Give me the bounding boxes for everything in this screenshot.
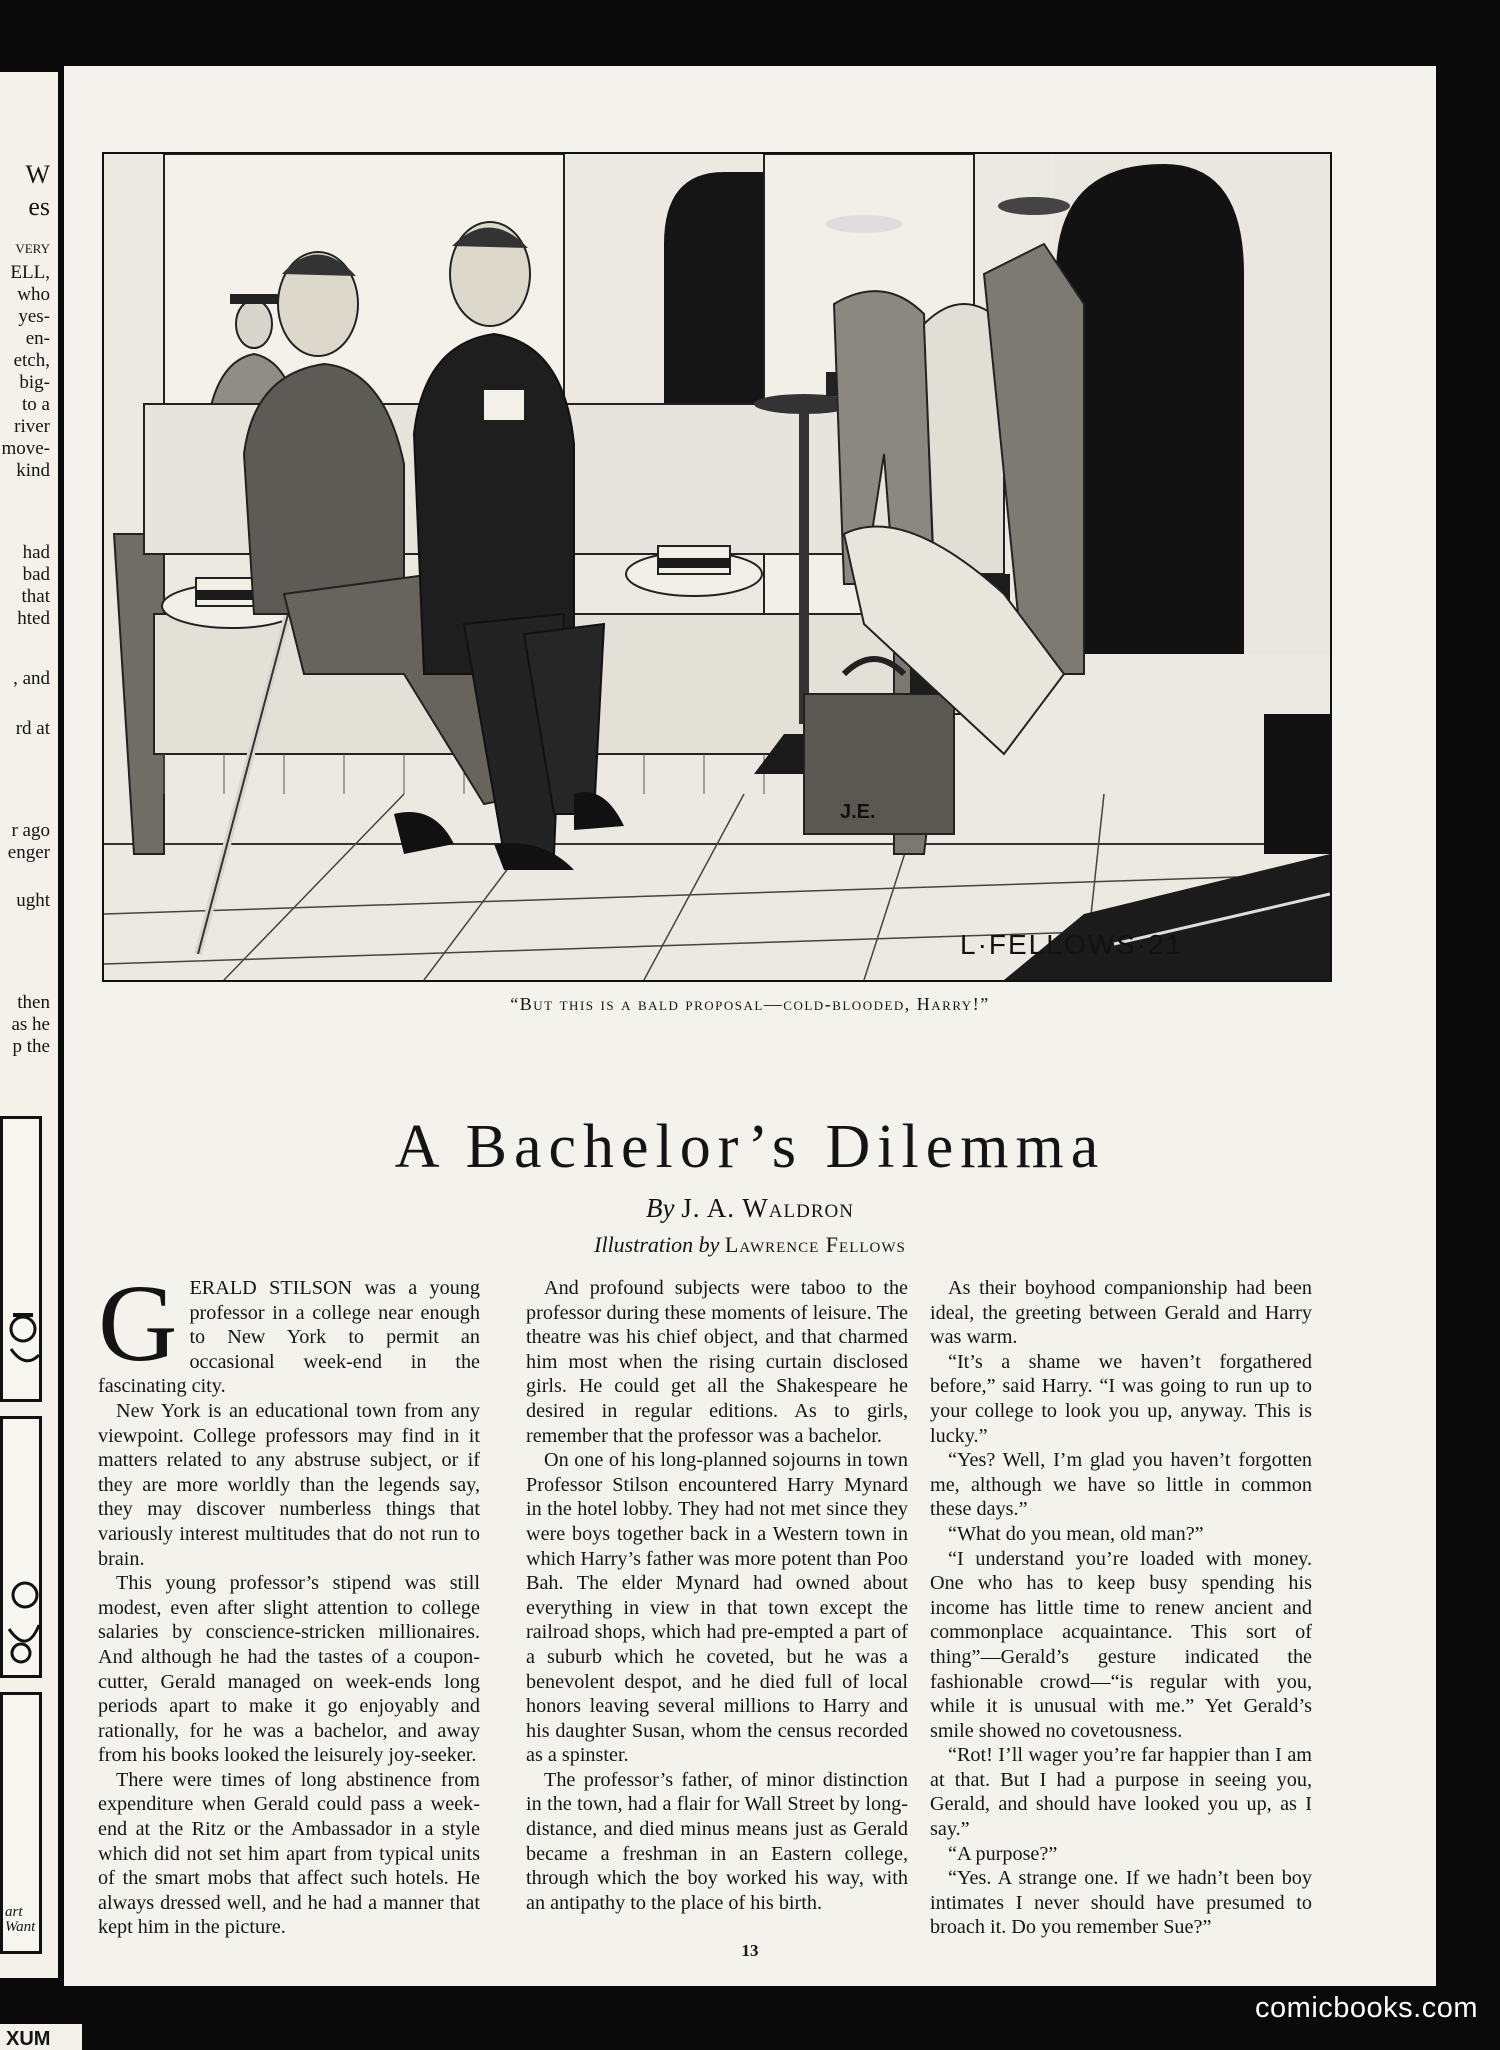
paragraph: “I understand you’re loaded with money. One who has to keep busy spending his income has little time to renew ancient and commonplace acquaintance. This sort of thing”—Gerald’s gesture indicated the fashionable crowd—“is regular with you, while it is unusual with me.” Yet Gerald’s smile showed no covetousness. xyxy=(930,1547,1312,1742)
previous-page-edge xyxy=(0,72,58,1978)
prev-page-fragment: big- xyxy=(19,372,50,393)
site-watermark: comicbooks.com xyxy=(1255,1992,1478,2024)
prev-page-cartoon-panel xyxy=(0,1416,42,1678)
prev-page-fragment: yes- xyxy=(18,306,50,327)
paragraph: New York is an educational town from any viewpoint. College professors may find in it matters related to any abstruse subject, or if they are more worldly than the legends say, they may discover numberless things that variously interest multitudes that do not run to brain. xyxy=(98,1399,480,1570)
prev-page-fragment: ught xyxy=(16,890,50,911)
paragraph: And profound subjects were taboo to the professor during these moments of leisure. The theatre was his chief object, and that charmed him most when the rising curtain disclosed girls. He could get all the Shakespeare he desired in regular editions. As to girls, remember that the professor was a bachelor. xyxy=(526,1277,908,1447)
illustration-caption: “But this is a bald proposal—cold-blooded, Harry!” xyxy=(510,994,990,1014)
prev-page-fragment: to a xyxy=(22,394,50,415)
drop-cap: G xyxy=(98,1262,178,1384)
prev-page-fragment: move- xyxy=(1,438,50,459)
lobby-scene-drawing xyxy=(104,154,1330,980)
paragraph: “Rot! I’ll wager you’re far happier than I am at that. But I had a purpose in seeing you, Gerald, and should have looked you up, as I say.” xyxy=(930,1744,1312,1841)
paragraph: “Yes. A strange one. If we hadn’t been boy intimates I never should have presumed to broach it. Do you remember Sue?” xyxy=(930,1867,1312,1939)
paragraph: “A purpose?” xyxy=(948,1842,1058,1865)
prev-page-fragment: that xyxy=(21,586,50,607)
page-number: 13 xyxy=(741,1941,759,1960)
prev-page-fragment: had xyxy=(22,542,50,563)
story-illustration xyxy=(102,152,1332,982)
prev-page-fragment: bad xyxy=(22,564,50,585)
article-title: A Bachelor’s Dilemma xyxy=(394,1113,1106,1181)
text-column-1 xyxy=(98,1262,480,1940)
illustrator-name: Lawrence Fellows xyxy=(724,1232,906,1257)
byline xyxy=(64,1192,1436,1224)
artist-signature: L·FELLOWS·21 xyxy=(960,929,1184,960)
prev-page-fragment: p the xyxy=(12,1036,50,1057)
prev-page-fragment: hted xyxy=(17,608,50,629)
prev-page-cartoon-panel xyxy=(0,1116,42,1402)
corner-tag: XUM xyxy=(0,2024,82,2050)
prev-page-fragment: en- xyxy=(25,328,50,349)
text-column-2 xyxy=(526,1276,908,1915)
prev-page-fragment: then xyxy=(17,992,50,1013)
paragraph: There were times of long abstinence from expenditure when Gerald could pass a week-end at the Ritz or the Ambassador in a style which did not set him apart from typical units of the smart mobs that affect such hotels. He always dressed well, and he had a manner that kept him in the picture. xyxy=(98,1768,480,1939)
prev-page-fragment: who xyxy=(17,284,50,305)
prev-page-fragment: ELL, xyxy=(10,262,50,283)
prev-page-fragment: as he xyxy=(11,1014,50,1035)
author-name: J. A. Waldron xyxy=(681,1193,854,1223)
prev-page-fragment: es xyxy=(28,192,50,221)
paragraph: “Yes? Well, I’m glad you haven’t forgotten me, although we have so little in common these days.” xyxy=(930,1449,1312,1521)
paragraph: The professor’s father, of minor distinction in the town, had a flair for Wall Street by long-distance, and died minus means just as Gerald became a freshman in an Eastern college, through which the boy worked his way, with an antipathy to the place of his birth. xyxy=(526,1768,908,1914)
luggage-initials: J.E. xyxy=(840,801,876,823)
prev-page-fragment: rd at xyxy=(15,718,50,739)
prev-page-cartoon-panel xyxy=(0,1692,42,1954)
text-column-3 xyxy=(930,1276,1312,1940)
illustration-credit xyxy=(64,1230,1436,1260)
paragraph: As their boyhood companionship had been ideal, the greeting between Gerald and Harry was warm. xyxy=(930,1277,1312,1349)
paragraph: “What do you mean, old man?” xyxy=(948,1522,1204,1545)
paragraph: On one of his long-planned sojourns in town Professor Stilson encountered Harry Mynard in the hotel lobby. They had not met since they were boys together back in a Western town in which Harry’s father was more potent than Poo Bah. The elder Mynard had owned about everything in view in that town except the railroad shops, which had pre-empted a part of a suburb which he coveted, but he was a benevolent despot, and he died full of local honors leaving several millions to Harry and his daughter Susan, whom the census recorded as a spinster. xyxy=(526,1449,908,1767)
prev-page-fragment: VERY xyxy=(15,241,50,256)
prev-page-fragment: , and xyxy=(13,668,50,689)
prev-page-fragment: enger xyxy=(7,842,50,863)
paragraph: “It’s a shame we haven’t forgathered before,” said Harry. “I was going to run up to your college to look you up, anyway. This is lucky.” xyxy=(930,1350,1312,1447)
paragraph: This young professor’s stipend was still modest, even after slight attention to college salaries by conscience-stricken millionaires. And although he had the tastes of a coupon-cutter, Gerald managed on week-ends long periods apart to make it go enjoyably and rationally, for he was a bachelor, and away from his books looked the leisurely joy-seeker. xyxy=(98,1572,480,1767)
illustration-credit-prefix: Illustration by xyxy=(594,1232,720,1257)
byline-prefix: By xyxy=(646,1193,675,1223)
magazine-page xyxy=(64,66,1436,1986)
prev-page-fragment: r ago xyxy=(11,820,50,841)
prev-page-fragment: W xyxy=(25,160,50,189)
prev-page-fragment: etch, xyxy=(13,350,50,371)
prev-page-cartoon-lettering: art Want xyxy=(5,1904,36,1935)
prev-page-fragment: river xyxy=(14,416,50,437)
prev-page-fragment: kind xyxy=(16,460,50,481)
opening-paragraph: GERALD STILSON was a young professor in a college near enough to New York to permit an occasional week-end in the fascinating city. xyxy=(98,1262,480,1398)
